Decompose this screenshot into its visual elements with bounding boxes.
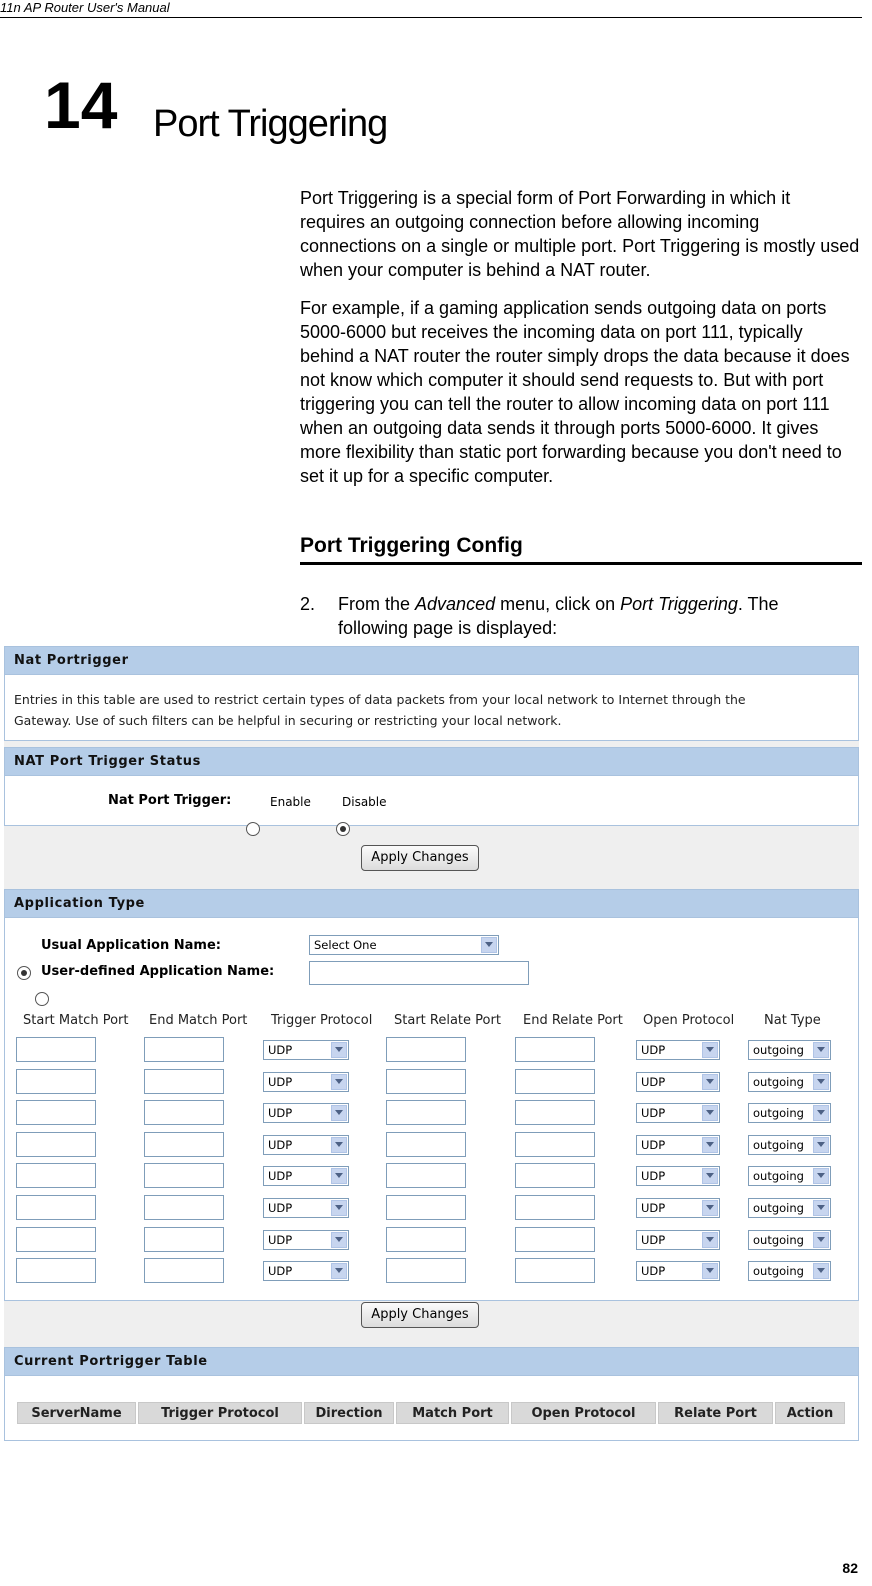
chevron-down-icon [813, 1168, 829, 1184]
end-match-port-input[interactable] [144, 1132, 224, 1157]
chevron-down-icon [702, 1042, 718, 1058]
open-protocol-select[interactable]: UDP [636, 1040, 720, 1060]
end-relate-port-input[interactable] [515, 1195, 595, 1220]
start-relate-port-input[interactable] [386, 1163, 466, 1188]
start-match-port-input[interactable] [16, 1227, 96, 1252]
chevron-down-icon [813, 1232, 829, 1248]
chevron-down-icon [331, 1263, 347, 1279]
nat-type-select[interactable]: outgoing [748, 1135, 831, 1155]
chevron-down-icon [331, 1200, 347, 1216]
panel-title: Current Portrigger Table [5, 1348, 858, 1376]
menu-item-name: Port Triggering [620, 594, 738, 614]
end-match-port-input[interactable] [144, 1100, 224, 1125]
panel-description: Entries in this table are used to restrict certain types of data packets from your local network to Internet through the Gateway. Use of such filters can be helpful in securing or restricting your local network. [14, 692, 746, 728]
trigger-protocol-select[interactable]: UDP [263, 1198, 349, 1218]
th-open-protocol: Open Protocol [511, 1402, 656, 1424]
chevron-down-icon [813, 1200, 829, 1216]
nat-type-select[interactable]: outgoing [748, 1040, 831, 1060]
col-open-protocol: Open Protocol [643, 1013, 735, 1028]
panel-title: Application Type [5, 890, 858, 918]
chevron-down-icon [331, 1105, 347, 1121]
example-paragraph: For example, if a gaming application sends outgoing data on ports 5000-6000 but receives the incoming data on port 111, typically behind a NAT router the router simply drops the data because it does not know which computer it should send requests to. But with port triggering you can tell the router to allow incoming data on port 111 when an outgoing data sends it through ports 5000-6000. It gives more flexibility than static port forwarding because you don't need to set it up for a specific computer. [300, 298, 850, 486]
menu-name: Advanced [415, 594, 496, 614]
trigger-protocol-select[interactable]: UDP [263, 1040, 349, 1060]
step-text: From the Advanced menu, click on Port Triggering. The following page is displayed: [338, 594, 779, 638]
nat-type-select[interactable]: outgoing [748, 1103, 831, 1123]
user-defined-radio[interactable] [35, 992, 49, 1006]
end-relate-port-input[interactable] [515, 1132, 595, 1157]
usual-app-radio[interactable] [17, 966, 31, 980]
step-number: 2. [300, 594, 316, 614]
manual-title: 11n AP Router User's Manual [0, 0, 170, 15]
nat-type-select[interactable]: outgoing [748, 1198, 831, 1218]
enable-radio[interactable] [246, 822, 260, 836]
th-match-port: Match Port [396, 1402, 509, 1424]
chevron-down-icon [702, 1074, 718, 1090]
panel-title: Nat Portrigger [5, 647, 858, 675]
chevron-down-icon [481, 937, 497, 953]
open-protocol-select[interactable]: UDP [636, 1103, 720, 1123]
chevron-down-icon [813, 1263, 829, 1279]
user-defined-label: User-defined Application Name: [41, 964, 275, 979]
start-match-port-input[interactable] [16, 1037, 96, 1062]
start-relate-port-input[interactable] [386, 1069, 466, 1094]
nat-portrigger-panel [4, 646, 859, 741]
end-match-port-input[interactable] [144, 1069, 224, 1094]
end-relate-port-input[interactable] [515, 1037, 595, 1062]
start-relate-port-input[interactable] [386, 1258, 466, 1283]
trigger-protocol-select[interactable]: UDP [263, 1166, 349, 1186]
end-relate-port-input[interactable] [515, 1100, 595, 1125]
page-number: 82 [842, 1560, 858, 1576]
col-nat-type: Nat Type [764, 1013, 821, 1028]
chevron-down-icon [331, 1168, 347, 1184]
col-trigger-protocol: Trigger Protocol [271, 1013, 373, 1028]
current-portrigger-panel [4, 1347, 859, 1441]
start-relate-port-input[interactable] [386, 1132, 466, 1157]
open-protocol-select[interactable]: UDP [636, 1230, 720, 1250]
disable-label: Disable [342, 795, 387, 809]
usual-app-label: Usual Application Name: [41, 938, 221, 953]
apply-changes-button-2[interactable]: Apply Changes [361, 1302, 479, 1328]
router-screenshot [4, 646, 859, 1441]
chevron-down-icon [331, 1137, 347, 1153]
col-end-match-port: End Match Port [149, 1013, 248, 1028]
start-match-port-input[interactable] [16, 1163, 96, 1188]
open-protocol-select[interactable]: UDP [636, 1072, 720, 1092]
trigger-protocol-select[interactable]: UDP [263, 1230, 349, 1250]
end-match-port-input[interactable] [144, 1227, 224, 1252]
end-match-port-input[interactable] [144, 1195, 224, 1220]
col-start-match-port: Start Match Port [23, 1013, 129, 1028]
apply-changes-button[interactable]: Apply Changes [361, 845, 479, 871]
start-relate-port-input[interactable] [386, 1037, 466, 1062]
open-protocol-select[interactable]: UDP [636, 1261, 720, 1281]
section-rule [300, 562, 862, 565]
th-relate-port: Relate Port [658, 1402, 773, 1424]
usual-app-select[interactable]: Select One [309, 935, 499, 955]
chevron-down-icon [702, 1232, 718, 1248]
nat-type-select[interactable]: outgoing [748, 1261, 831, 1281]
chevron-down-icon [813, 1042, 829, 1058]
chevron-down-icon [813, 1074, 829, 1090]
trigger-protocol-select[interactable]: UDP [263, 1135, 349, 1155]
start-relate-port-input[interactable] [386, 1195, 466, 1220]
col-end-relate-port: End Relate Port [523, 1013, 623, 1028]
start-match-port-input[interactable] [16, 1100, 96, 1125]
chevron-down-icon [331, 1042, 347, 1058]
th-direction: Direction [304, 1402, 394, 1424]
section-title: Port Triggering Config [300, 534, 523, 557]
end-relate-port-input[interactable] [515, 1258, 595, 1283]
enable-label: Enable [270, 795, 311, 809]
end-match-port-input[interactable] [144, 1163, 224, 1188]
chapter-number: 14 [44, 68, 118, 142]
end-match-port-input[interactable] [144, 1037, 224, 1062]
user-defined-name-input[interactable] [309, 961, 529, 985]
chevron-down-icon [702, 1263, 718, 1279]
th-action: Action [775, 1402, 845, 1424]
open-protocol-select[interactable]: UDP [636, 1198, 720, 1218]
trigger-protocol-select[interactable]: UDP [263, 1103, 349, 1123]
chevron-down-icon [702, 1105, 718, 1121]
th-trigger-protocol: Trigger Protocol [138, 1402, 302, 1424]
chevron-down-icon [813, 1105, 829, 1121]
open-protocol-select[interactable]: UDP [636, 1166, 720, 1186]
intro-paragraph: Port Triggering is a special form of Port Forwarding in which it requires an outgoing connection before allowing incoming connections on a single or multiple port. Port Triggering is mostly used when your computer is behind a NAT router. [300, 188, 860, 280]
disable-radio[interactable] [336, 822, 350, 836]
end-match-port-input[interactable] [144, 1258, 224, 1283]
trigger-protocol-select[interactable]: UDP [263, 1072, 349, 1092]
end-relate-port-input[interactable] [515, 1227, 595, 1252]
chevron-down-icon [813, 1137, 829, 1153]
th-server-name: ServerName [17, 1402, 136, 1424]
chevron-down-icon [331, 1232, 347, 1248]
chevron-down-icon [331, 1074, 347, 1090]
nat-type-select[interactable]: outgoing [748, 1072, 831, 1092]
chevron-down-icon [702, 1137, 718, 1153]
trigger-protocol-select[interactable]: UDP [263, 1261, 349, 1281]
start-match-port-input[interactable] [16, 1195, 96, 1220]
nat-type-select[interactable]: outgoing [748, 1230, 831, 1250]
page-header [0, 0, 862, 18]
nat-type-select[interactable]: outgoing [748, 1166, 831, 1186]
start-relate-port-input[interactable] [386, 1100, 466, 1125]
panel-title: NAT Port Trigger Status [5, 748, 858, 776]
start-match-port-input[interactable] [16, 1258, 96, 1283]
start-match-port-input[interactable] [16, 1132, 96, 1157]
open-protocol-select[interactable]: UDP [636, 1135, 720, 1155]
chevron-down-icon [702, 1168, 718, 1184]
start-match-port-input[interactable] [16, 1069, 96, 1094]
chapter-title: Port Triggering [153, 103, 388, 145]
nat-status-panel [4, 747, 859, 826]
start-relate-port-input[interactable] [386, 1227, 466, 1252]
col-start-relate-port: Start Relate Port [394, 1013, 501, 1028]
chevron-down-icon [702, 1200, 718, 1216]
nat-port-trigger-label: Nat Port Trigger: [108, 793, 232, 808]
end-relate-port-input[interactable] [515, 1069, 595, 1094]
end-relate-port-input[interactable] [515, 1163, 595, 1188]
